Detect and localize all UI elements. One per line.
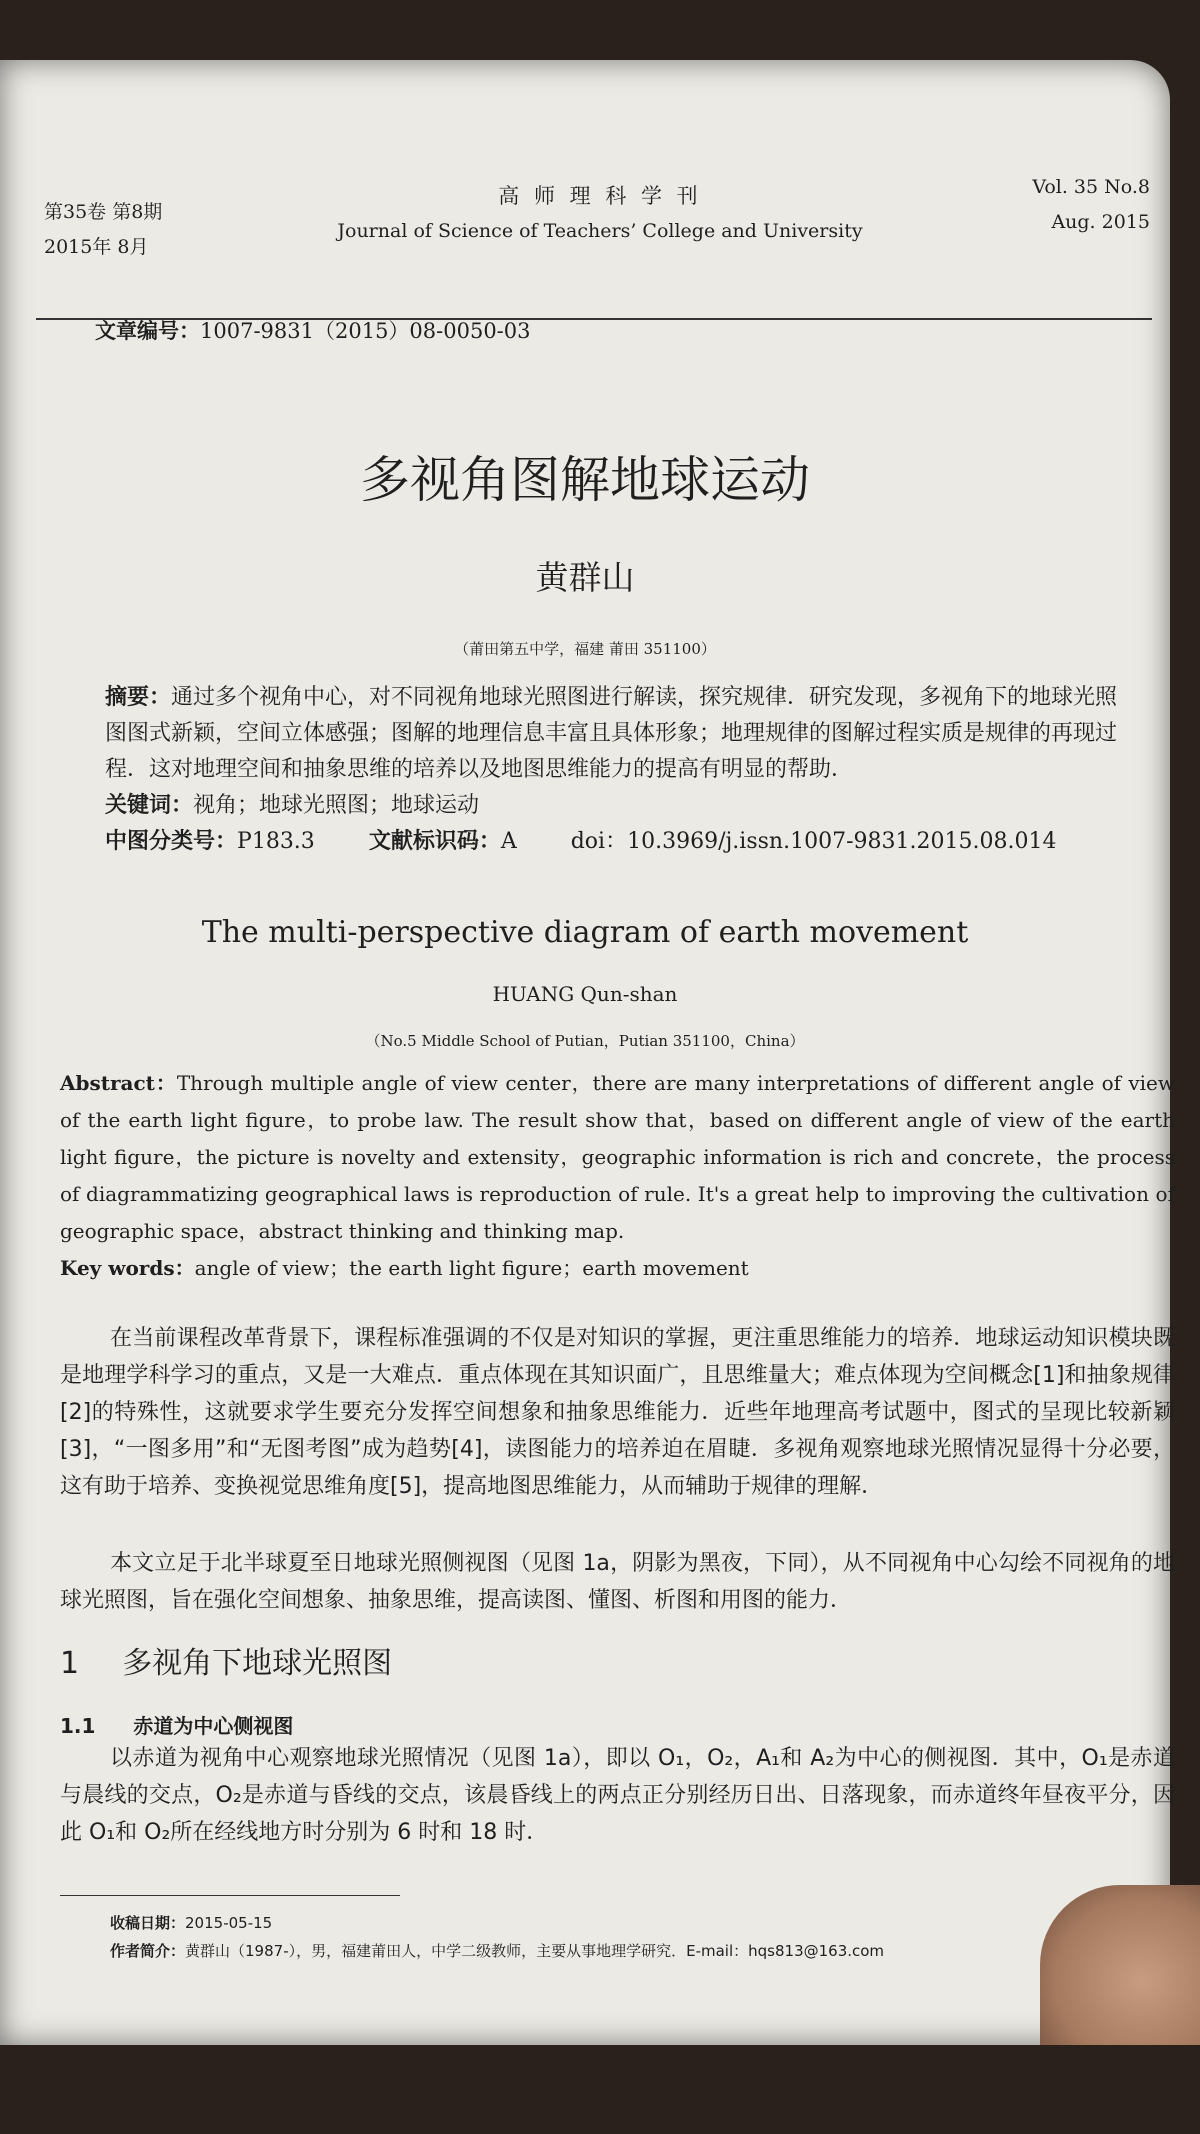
footnote-received (110, 1912, 272, 1933)
clc-label: 中图分类号： (105, 829, 238, 854)
abstract-cn-text: 通过多个视角中心，对不同视角地球光照图进行解读，探究规律．研究发现，多视角下的地球光照图图式新颖，空间立体感强；图解的地理信息丰富且具体形象；地理规律的图解过程实质是规律的再现过程．这对地理空间和抽象思维的培养以及地图思维能力的提高有明显的帮助． (105, 685, 1118, 782)
received-value: 2015-05-15 (185, 1914, 273, 1932)
clc-value: P183.3 (237, 829, 315, 854)
abstract-cn-label: 摘要： (105, 685, 172, 710)
doi-value: 10.3969/j.issn.1007-9831.2015.08.014 (627, 829, 1057, 854)
author-en: HUANG Qun-shan (492, 982, 678, 1006)
header-date-en: Aug. 2015 (1051, 211, 1150, 233)
header-volume-cn: 第35卷 第8期 (44, 201, 163, 223)
article-title-en: The multi-perspective diagram of earth movement (201, 915, 969, 950)
section-1-heading (60, 1638, 392, 1682)
doc-code-label: 文献标识码： (368, 829, 501, 854)
keywords-cn-text: 视角；地球光照图；地球运动 (193, 793, 480, 818)
keywords-en-text: angle of view；the earth light figure；earth movement (194, 1256, 749, 1280)
doi-label: doi： (570, 829, 628, 854)
intro-paragraph-1: 在当前课程改革背景下，课程标准强调的不仅是对知识的掌握，更注重思维能力的培养．地球运动知识模块既是地理学科学习的重点，又是一大难点．重点体现在其知识面广，且思维量大；难点体现为空间概念[1]和抽象规律[2]的特殊性，这就要求学生要充分发挥空间想象和抽象思维能力．近些年地理高考试题中，图式的呈现比较新颖[3]，“一图多用”和“无图考图”成为趋势[4]，读图能力的培养迫在眉睫．多视角观察地球光照情况显得十分必要，这有助于培养、变换视觉思维角度[5]，提高地图思维能力，从而辅助于规律的理解． (60, 1326, 1175, 1499)
affiliation-cn: （莆田第五中学，福建 莆田 351100） (454, 640, 716, 658)
section-1-1-number: 1.1 (60, 1714, 96, 1738)
section-1-title: 多视角下地球光照图 (122, 1646, 393, 1681)
journal-page (0, 60, 1175, 2045)
section-1-number: 1 (60, 1646, 80, 1681)
intro-paragraph-2: 本文立足于北半球夏至日地球光照侧视图（见图 1a，阴影为黑夜，下同），从不同视角中心勾绘不同视角的地球光照图，旨在强化空间想象、抽象思维，提高读图、懂图、析图和用图的能力． (60, 1551, 1175, 1613)
abstract-en-text: Through multiple angle of view center，there are many interpretations of different angle of view of the earth light figure，to probe law. The result show that，based on different angle of view of the earth light figure，the picture is novelty and extensity，geographic information is rich and concrete，the process of diagrammatizing geographical laws is reproduction of rule. It's a great help to improving the cultivation of geographic space，abstract thinking and thinking map. (60, 1071, 1175, 1243)
thumb-photo-region (1040, 1885, 1200, 2045)
received-label: 收稿日期： (110, 1914, 186, 1932)
abstract-en-label: Abstract： (60, 1071, 177, 1095)
article-number-label: 文章编号： (95, 319, 200, 343)
abstract-en (60, 1065, 1175, 1287)
article-number (95, 315, 531, 345)
article-number-value: 1007-9831（2015）08-0050-03 (200, 319, 531, 343)
keywords-cn-label: 关键词： (105, 793, 194, 818)
header-journal-en: Journal of Science of Teachers’ College and University (337, 220, 863, 242)
affiliation-en: （No.5 Middle School of Putian，Putian 351100，China） (365, 1032, 805, 1050)
bio-label: 作者简介： (110, 1942, 186, 1960)
section-1-1-title: 赤道为中心侧视图 (133, 1714, 294, 1738)
footnote-rule (60, 1895, 400, 1896)
section-1-1-text: 以赤道为视角中心观察地球光照情况（见图 1a），即以 O₁，O₂，A₁和 A₂为中心的侧视图．其中，O₁是赤道与晨线的交点，O₂是赤道与昏线的交点，该晨昏线上的两点正分别经历日出、日落现象，而赤道终年昼夜平分，因此 O₁和 O₂所在经线地方时分别为 6 时和 18 时． (60, 1746, 1175, 1845)
footnote-bio (110, 1940, 884, 1961)
section-1-1-heading (60, 1710, 293, 1739)
author-cn: 黄群山 (535, 558, 635, 597)
bio-value: 黄群山（1987-），男，福建莆田人，中学二级教师，主要从事地理学研究．E-mail：hqs813@163.com (185, 1942, 885, 1960)
header-journal-cn: 高 师 理 科 学 刊 (498, 184, 702, 208)
article-title-cn: 多视角图解地球运动 (360, 451, 810, 509)
abstract-cn (105, 680, 1135, 860)
keywords-en-label: Key words： (60, 1256, 195, 1280)
header-date-cn: 2015年 8月 (44, 236, 149, 258)
header-volume-en: Vol. 35 No.8 (1032, 176, 1150, 198)
doc-code-value: A (500, 829, 517, 854)
